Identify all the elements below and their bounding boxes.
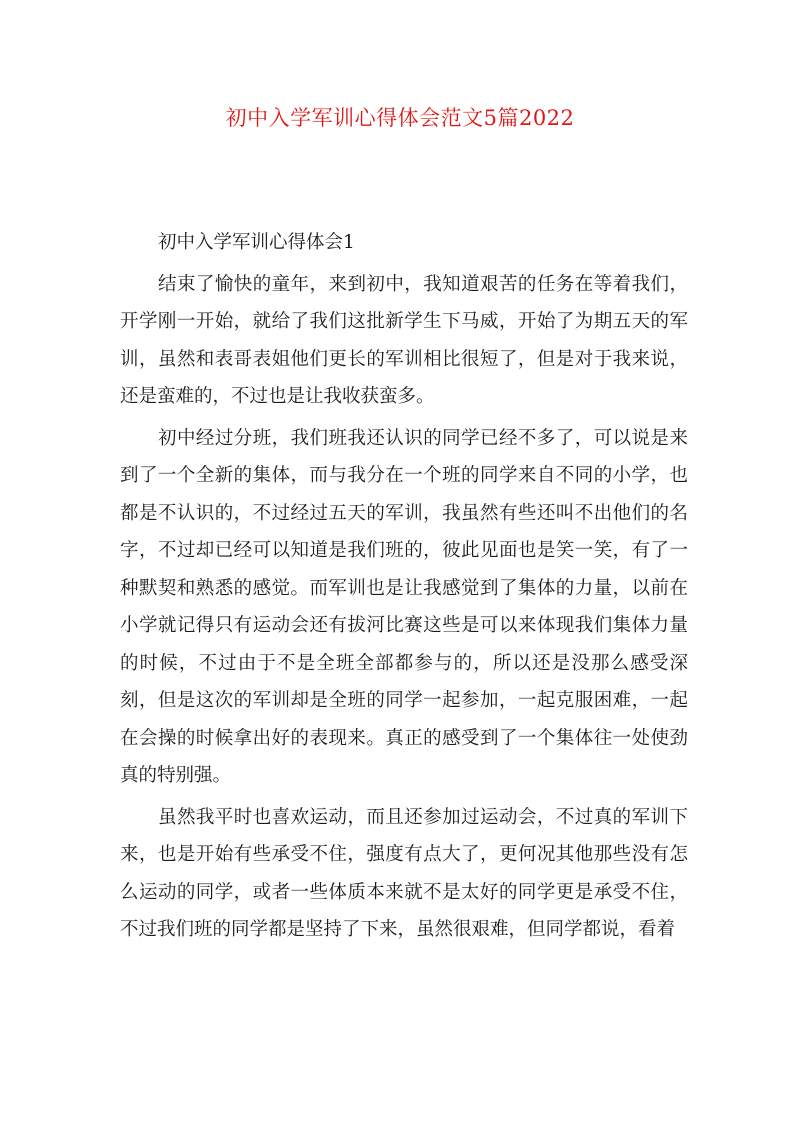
paragraph: 结束了愉快的童年，来到初中，我知道艰苦的任务在等着我们，开学刚一开始，就给了我们这批新学生下马威，开始了为期五天的军训，虽然和表哥表姐他们更长的军训相比很短了，但是对于我来说，还是蛮难的，不过也是让我收获蛮多。 [120, 273, 688, 407]
paragraph: 初中经过分班，我们班我还认识的同学已经不多了，可以说是来到了一个全新的集体，而与我分在一个班的同学来自不同的小学，也都是不认识的，不过经过五天的军训，我虽然有些还叫不出他们的名字，不过却已经可以知道是我们班的，彼此见面也是笑一笑，有了一种默契和熟悉的感觉。而军训也是让我感觉到了集体的力量，以前在小学就记得只有运动会还有拔河比赛这些是可以来体现我们集体力量的时候，不过由于不是全班全部都参与的，所以还是没那么感受深刻，但是这次的军训却是全班的同学一起参加，一起克服困难，一起在会操的时候拿出好的表现来。真正的感受到了一个集体往一处使劲真的特别强。 [120, 427, 688, 786]
paragraph: 虽然我平时也喜欢运动，而且还参加过运动会，不过真的军训下来，也是开始有些承受不住，强度有点大了，更何况其他那些没有怎么运动的同学，或者一些体质本来就不是太好的同学更是承受不住，不过我们班的同学都是坚持了下来，虽然很艰难，但同学都说，看着 [120, 806, 688, 940]
document-body [120, 224, 688, 953]
section-heading: 初中入学军训心得体会1 [158, 232, 355, 253]
document-title: 初中入学军训心得体会范文5篇2022 [225, 106, 575, 130]
